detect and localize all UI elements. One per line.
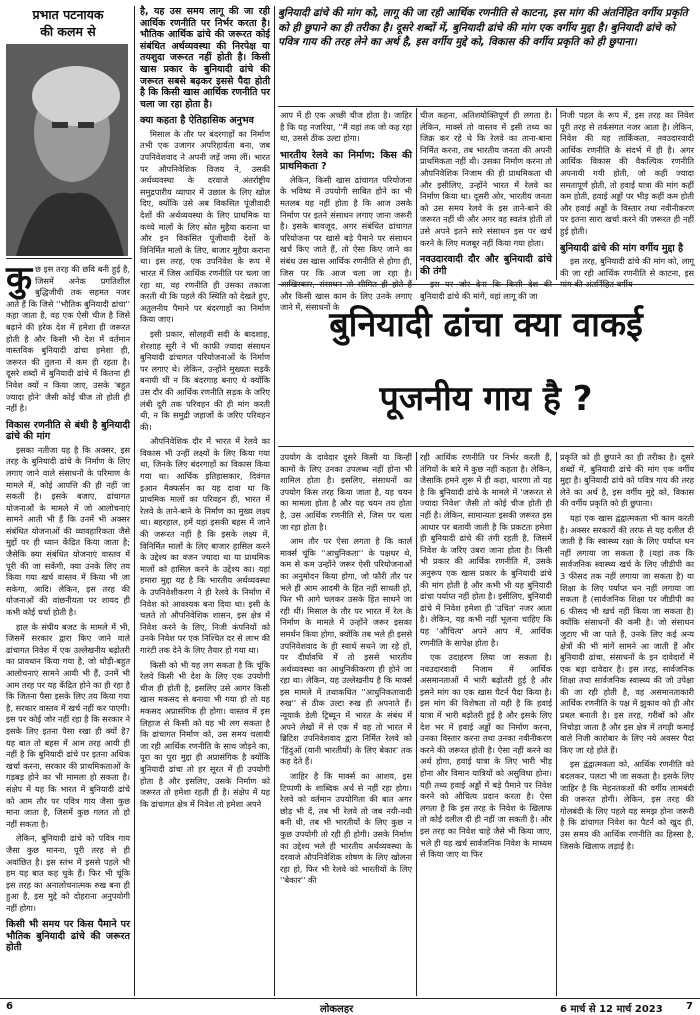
paragraph: उपयोग के दावेदार दूसरे किसी या किन्हीं कामों के लिए उनका उपलब्ध नहीं होना भी शामिल होता है। इसलिए, संसाधनों का उपयोग किस तरह किया जाता है, यह चयन का मामला होता है और यह चयन तय होता है, उस आर्थिक रणनीति से, जिस पर चला जा रहा होता है। <box>280 452 412 532</box>
paragraph: निजी पहल के रूप में, इस तरह का निवेश पूरी तरह से तर्कसंगत नजर आता है। लेकिन, निवेश की यह तार्किकता, नवउदारवादी आर्थिक रणनीति के संदर्भ में ही है। अगर आर्थिक विकास की वैकल्पिक रणनीति अपनायी गयी होती, जो कहीं ज्यादा समतापूर्ण होती, तो हवाई यात्रा की मांग कहीं कम होती, हवाई अड्डों पर भीड़ कहीं कम होती और हवाई अड्डों के विस्तार तथा नवीनीकरण पर इतना सारा खर्चा करने की जरूरत ही नहीं हुई होती। <box>560 110 694 236</box>
headline-line-1: बुनियादी ढांचा क्या वाकई <box>329 305 643 345</box>
paragraph: प्रकृति को ही छुपाने का ही तरीका है। दूसरे शब्दों में, बुनियादी ढांचे की मांग एक वर्गीय मुद्दा है। बुनियादी ढांचे को पवित्र गाय की तरह लेने का अर्थ है, इस वर्गीय मुद्दे को, विकास की वर्गीय प्रकृति को ही छुपाना। <box>560 452 694 509</box>
article-column-1 <box>6 259 130 996</box>
column-rule <box>134 6 135 996</box>
author-byline <box>6 6 130 40</box>
subheading: क्या कहता है ऐतिहासिक अनुभव <box>140 115 254 127</box>
column-rule <box>556 452 557 996</box>
intro-paragraph: छ इस तरह की छवि बनी हुई है, जिसमें अनेक प्रगतिशील बुद्धिजीवी तक सहमत नजर आते हैं कि जिसे ''भौतिक बुनियादी ढांचा'' कहा जाता है, वह एक ऐसी चीज है जिसे बढ़ाने की हरेक देश में हमेशा ही जरूरत होती है और किसी भी देश में वर्तमान वास्तविक बुनियादी ढांचा हमेशा ही, जरूरत की तुलना में कम ही रहता है। दूसरे शब्दों में बुनियादी ढांचे में कितना ही निवेश क्यों न किया जाए, उसके 'बहुत ज्यादा होने' जैसी कोई चीज तो होती ही नहीं है। <box>6 264 130 414</box>
paragraph: इस तरह, बुनियादी ढांचे की मांग को, लागू की जा रही आर्थिक रणनीति से काटना, इस मांग की अंतर्निहित वर्गीय <box>560 256 694 290</box>
divider <box>278 106 694 107</box>
divider <box>278 446 694 447</box>
column-rule <box>556 108 557 280</box>
paragraph: आम तौर पर ऐसा लगता है कि कार्ल मार्क्स चूंकि ''आधुनिकता'' के पक्षधर थे, कम से कम उन्होंने जरूर ऐसी परियोजनाओं का अनुमोदन किया होगा, जो फौरी तौर पर भले ही आम आदमी के हित नहीं साधती हों, फिर भी आगे चलकर उसके हित साधने जा रही थीं। मिसाल के तौर पर भारत में रेल के निर्माण के मामले में उन्होंने जरूर इसका समर्थन किया होगा, क्योंकि तब भले ही इससे उपनिवेशवाद के ही स्वार्थ सधने जा रहे हों, पर दीर्घावधि में तो इससे भारतीय अर्थव्यवस्था का आधुनिकीकरण ही होने जा रहा था। लेकिन, यह उल्लेखनीय है कि मार्क्स इस मामले में तथाकथित ''आधुनिकतावादी रुख'' से ठीक उल्टा रुख ही अपनाते हैं। न्यूयार्क डेली ट्रिब्यून में भारत के संबंध में अपने लेखों में से एक में वह तो भारत में ब्रिटिश उपनिवेशवाद द्वारा निर्मित रेलवे को 'हिंदुओं (यानी भारतीयों) के लिए बेकार' तक कह देते हैं। <box>280 536 412 767</box>
column-rule <box>274 6 275 996</box>
column-rule <box>416 108 417 280</box>
paragraph: चीज कहना, अतिशयोक्तिपूर्ण ही लगता है। लेकिन, मार्क्स तो वास्तव में इसी तथ्य का जिक्र कर रहे थे कि रेलवे का ताना-बाना निर्मित करना, तब भारतीय जनता की अपनी प्राथमिकता नहीं थी। उसका निर्माण करना तो औपनिवेशिक निजाम की ही प्राथमिकता थी और इसीलिए, उन्होंने भारत में रेलवे का निर्माण किया था। दूसरी ओर, भारतीय जनता को उस समय रेलवे के इस ताने-बाने की जरूरत नहीं थी और अगर वह स्वतंत्र होती तो उसे अपने इतने सारे संसाधन इस पर खर्च करने के लिए मजबूर नहीं किया गया होता। <box>420 110 552 248</box>
portrait-image <box>6 44 128 256</box>
headline-line-2: पूजनीय गाय है ? <box>379 379 593 419</box>
paragraph: इसका नतीजा यह है कि अक्सर, इस तरह के बुनियादी ढांचे के निर्माण के लिए लगाए जाने वाले संसाधनों के परिमाण के मामले में, कोई आपत्ति की ही नहीं जा सकती है। इसके बजाए, ढांचागत योजनाओं के मामले में जो आलोचनाएं सामने आती भी हैं कि उनमें भी अक्सर संबंधित योजनाओं की व्यावहारिकता जैसे मुद्दों पर ही ध्यान केंद्रित किया जाता है; जैसेकि क्या संबंधित योजनाएं वास्तव में पूरी की जा सकेंगी, क्या उनके लिए तय किया गया खर्च वास्तव में किया भी जा सकेगा, आदि। लेकिन, इस तरह की योजनाओं की वांछनीयता पर शायद ही कभी कोई चर्चा होती है। <box>6 444 130 618</box>
pull-quote: बुनियादी ढांचे की मांग को, लागू की जा रही आर्थिक रणनीति से काटना, इस मांग की अंतर्निहित वर्गीय प्रकृति को ही छुपाने का ही तरीका है। दूसरे शब्दों में, बुनियादी ढांचे की मांग एक वर्गीय मुद्दा है। बुनियादी ढांचे को पवित्र गाय की तरह लेने का अर्थ है, इस वर्गीय मुद्दे को, विकास की वर्गीय प्रकृति को ही छुपाना। <box>278 7 688 49</box>
article-column-4 <box>420 110 552 301</box>
subheading: विकास रणनीति से बंधी है बुनियादी ढांचे की मांग <box>6 419 130 443</box>
article-column-5 <box>560 110 694 290</box>
paragraph: किसी को भी यह लग सकता है कि चूंकि रेलवे किसी भी देश के लिए एक उपयोगी चीज ही होती है, इसलिए उसे आगर किसी खास मकसद से बनाया भी गया हो तो यह मकसद अप्रासंगिक ही होगा। वास्तव में इस लिहाज से किसी को यह भी लग सकता है कि ढांचागत निर्माण को, उस समय चलायी जा रही आर्थिक रणनीति के साथ जोड़ने का, पूरा का पूरा मुद्दा ही अप्रासंगिक है क्योंकि बुनियादी ढांचा तो हर सूरत में ही उपयोगी होता है और इसलिए, उसके निर्माण को जरूरत तो हमेशा रहती ही है। संक्षेप में यह कि ढांचागत क्षेत्र में निवेश तो हमेशा अपने <box>140 659 270 809</box>
paragraph: लेकिन, बुनियादी ढांचे को पवित्र गाय जैसा कुछ मानना, पूरी तरह से ही अवांछित है। इस स्तंभ में इससे पहले भी हम यह बात कह चुके हैं। फिर भी चूंकि इस तरह का अनालोचनात्मक रुख बना ही हुआ है, इस मुद्दे को दोहराना अनुपयोगी नहीं होगा। <box>6 833 130 913</box>
page-number-right: 7 <box>686 1001 693 1012</box>
subheading: भारतीय रेलवे का निर्माण: किस की प्राथमिकता ? <box>280 149 412 173</box>
paragraph: लेकिन, किसी खास ढांचागत परियोजना के भविष्य में उपयोगी साबित होने का भी मतलब यह नहीं होता है कि आज उसके निर्माण पर इतने संसाधन लगाए जाना जरूरी है। इसके बावजूद, अगर संबंधित ढांचागत परियोजना पर खासे बड़े पैमाने पर संसाधन खर्च किए जाते हैं, तो ऐसा किए जाने का संबंध उस खास आर्थिक रणनीति से होगा ही, जिस पर कि आज चला जा रहा है। आखिरकार, संसाधन तो सीमित ही होते हैं और किसी खास काम के लिए उनके लगाए जाने में, संसाधनों के <box>280 174 412 313</box>
paragraph: एक उदाहरण लिया जा सकता है। नवउदारवादी निजाम में आर्थिक असमानताओं में भारी बढ़ोतरी हुई है और इसने मांग का एक खास पैटर्न पैदा किया है। इस मांग की विशेषता तो यही है कि हवाई यात्रा में भारी बढ़ोतरी हुई है और इसके लिए देश भर में हवाई अड्डों का निर्माण करना, उनका विस्तार करना तथा उनका नवीनीकरण करने की जरूरत होती है। ऐसा नहीं करने का अर्थ होगा, हवाई यात्रा के लिए भारी भीड़ होना और विमान यात्रियों को असुविधा होना। यही तथ्य हवाई अड्डों में बड़े पैमाने पर निवेश करने को औचित्य प्रदान करता है। ऐसा लगता है कि इस तरह के निवेश के खिलाफ तो कोई दलील दी ही नहीं जा सकती है। और इस तरह का निवेश चाहे जैसे भी किया जाए, भले ही यह खर्च सार्वजनिक निवेश के माध्यम से किया जाए या फिर <box>420 652 552 860</box>
author-name: प्रभात पटनायक <box>32 7 104 22</box>
article-column-3-continued <box>280 452 412 996</box>
subheading: बुनियादी ढांचे की मांग वर्गीय मुद्दा है <box>560 242 684 254</box>
article-column-3 <box>280 110 412 313</box>
paragraph: इस पर जोर देना कि किसी देश की बुनियादी ढांचे की मांगें, वहां लागू की जा <box>420 279 552 301</box>
paragraph: इसी प्रकार, सोलहवीं सदी के बादशाह, शेरशाह सूरी ने भी काफी ज्यादा संसाधन बुनियादी ढांचागत परियोजनाओं के निर्माण पर लगाए थे। लेकिन, उन्होंने मुख्यतः सड़कें बनायी थीं न कि बंदरगाह बनाए थे क्योंकि उस दौर की आर्थिक रणनीति सड़क के जरिए लंबी दूरी तक परिवहन की ही मांग करती थी, न कि समुद्री जहाजों के जरिए परिवहन की। <box>140 328 270 432</box>
article-column-5-continued <box>560 452 694 996</box>
paragraph: आप में ही एक अच्छी चीज होता है। जाहिर है कि यह नजरिया, ''मैं यहां तक जो कह रहा था, उससे ठीक उल्टा होगा। <box>280 110 412 144</box>
issue-date: 6 मार्च से 12 मार्च 2023 <box>560 1004 663 1015</box>
article-column-4-continued <box>420 452 552 996</box>
paragraph: रही आर्थिक रणनीति पर निर्भर करती हैं, तंगियों के बारे में कुछ नहीं कहता है। लेकिन, जैसाकि हमने शुरू में ही कहा, धारणा तो यह है कि बुनियादी ढांचे के मामले में 'जरूरत से ज्यादा निवेश' जैसी तो कोई चीज होती ही नहीं है। लेकिन, सामान्यतः इसकी जरूरत इस आधार पर बतायी जाती है कि प्रकटतः हमेशा ही बुनियादी ढांचे की तंगी रहती है, जिसमें निवेश के जरिए उबरा जाना होता है। किसी भी प्रकार की आर्थिक रणनीति में, उसके अनुरूप एक खास प्रकार के बुनियादी ढांचे की मांग होती है और कभी भी यह बुनियादी ढांचा पर्याप्त नहीं होता है। इसीलिए, बुनियादी ढांचे में निवेश हमेशा ही 'उचित' नजर आता है। लेकिन, यह कभी नहीं भूलना चाहिए कि यह 'औचित्य' अपने आप में, आर्थिक रणनीति के सापेक्ष होता है। <box>420 452 552 648</box>
column-rule <box>416 452 417 996</box>
subheading: नवउदारवादी दौर और बुनियादी ढांचे की तंगी <box>420 254 552 277</box>
paragraph: हाल के संघीय बजट के मामले में भी, जिसमें सरकार द्वारा किए जाने वाले ढांचागत निवेश में एक उल्लेखनीय बढ़ोतरी का प्रावधान किया गया है, जो थोड़ी-बहुत आलोचनाएं सामने आयी भी हैं, उनमें भी आम तरह पर यह केंद्रित होने का ही रहा है कि जितना पैसा इसके लिए तय किया गया है, सरकार वास्तव में खर्च नहीं कर पाएगी। इस पर कोई जोर नहीं रहा है कि सरकार ने इसके लिए इतना पैसा रखा ही क्यों है? यह बात तो बहस में आम तरह आयी ही नहीं है कि बुनियादी ढांचे पर इतना अधिक खर्चा करना, सरकार की प्राथमिकताओं के गड़बड़ होने का भी मामला हो सकता है। संक्षेप में यह कि भारत में बुनियादी ढांचे को आम तौर पर पवित्र गाय जैसा कुछ माना जाता है, जिसमें कुछ गलत तो हो नहीं सकता है। <box>6 621 130 829</box>
paragraph: इस द्वंद्वात्मकता को, आर्थिक रणनीति को बदलकर, पलटा भी जा सकता है। इसके लिए जाहिर है कि मेहनतकशों की वर्गीय लामबंदी की जरूरत होगी। लेकिन, इस तरह की गोलबंदी के लिए पहले यह समझ होना जरूरी है कि ढांचागत निवेश का पैटर्न को खुद ही, उस समय की आर्थिक रणनीति का हिस्सा है, जिसके खिलाफ लड़ाई है। <box>560 759 694 851</box>
footer-rule <box>0 998 700 999</box>
paragraph: यहां एक खास द्वंद्वात्मकता भी काम करती है। अक्सर सरकारों की तरफ से यह दलील दी जाती है कि स्वास्थ्य रक्षा के लिए पर्याप्त धन नहीं लगाया जा सकता है (यहां तक कि सार्वजनिक स्वास्थ्य खर्च के लिए जीडीपी का 3 फीसद तक नहीं लगाया जा सकता है) या शिक्षा के लिए पर्याप्त धन नहीं लगाया जा सकता है (सार्वजनिक शिक्षा पर जीडीपी का 6 फीसद भी खर्च नहीं किया जा सकता है) क्योंकि संसाधनों की कमी है। जो संसाधन जुटाए भी जा पाते हैं, उनके लिए कई अन्य क्षेत्रों की भी मांगें सामने आ जाती हैं और बुनियादी ढांचा, संसाधनों के इन दावेदारों में एक बड़ा दावेदार है। इस तरह, सार्वजनिक शिक्षा तथा सार्वजनिक स्वास्थ्य की जो उपेक्षा की जा रही होती है, वह असमानताकारी आर्थिक रणनीति के पक्ष में झुकाव को ही और प्रबल बनाती है। इस तरह, गरीबों को और निचोड़ा जाता है और इस क्षेत्र में तगड़ी कमाई वाले निजी कारोबार के लिए नये अवसर पैदा किए जा रहे होते हैं। <box>560 512 694 755</box>
paragraph: जाहिर है कि मार्क्स का आशय, इस टिप्पणी के शाब्दिक अर्थ से नहीं रहा होगा। रेलवे को वर्तमान उपयोगिता की बात अगर छोड़ भी दें, तब भी रेलवे तो जब नयी-नयी बनी थी, तब भी भारतीयों के लिए कुछ न कुछ उपयोगी तो रही ही होगी। उसके निर्माण का उद्देश्य भले ही भारतीय अर्थव्यवस्था के दरवाजे औपनिवेशिक शोषण के लिए खोलना रहा हो, फिर भी रेलवे को भारतीयों के लिए ''बेकार'' की <box>280 771 412 886</box>
subheading: किसी भी समय पर किस पैमाने पर भौतिक बुनियादी ढांचे की जरूरत होती <box>6 919 130 954</box>
paragraph: औपनिवेशिक दौर में भारत में रेलवे का विकास भी उन्हीं लक्ष्यों के लिए किया गया था, जिनके लिए बंदरगाहों का विकास किया गया था। आर्थिक इतिहासकार, दिवंगत इआन मैक्फर्सन का यह दावा था कि प्राथमिक मालों का परिवहन ही, भारत में रेलवे के ताने-बाने के निर्माण का मुख्य लक्ष्य था। बहरहाल, हमें यहां इसकी बहस में जाने की जरूरत नहीं है कि इसके लक्ष्य में, विनिर्मित मालों के लिए बाजार हासिल करने के उद्देश्य का वजन ज्यादा था या प्राथमिक मालों को हासिल करने के उद्देश्य का। यहां हमारा मुद्दा यह है कि भारतीय अर्थव्यवस्था के उपनिवेशीकरण ने ही रेलवे के निर्माण में निवेश को आवश्यक बना दिया था। इसी के चलते तो औपनिवेशिक शासन, इस क्षेत्र में निवेश करने के लिए, निजी कंपनियों को उनके निवेश पर एक निश्चित दर से लाभ की गारंटी तक देने के लिए तैयार हो गया था। <box>140 436 270 655</box>
author-photo <box>6 44 128 256</box>
drop-cap: कु <box>6 259 33 299</box>
paragraph-lead: है, यह उस समय लागू की जा रही आर्थिक रणनीति पर निर्भर करता है। भौतिक आर्थिक ढांचे की जरूरत कोई संबंधित अर्थव्यवस्था की निरपेक्ष या तयशुदा जरूरत नहीं होती है। किसी खास प्रकार के बुनियादी ढांचे की जरूरत सबसे बढ़कर इससे पैदा होती है कि किसी खास आर्थिक रणनीति पर चला जा रहा होता है। <box>140 6 270 110</box>
page-number-left: 6 <box>6 1001 13 1012</box>
column-name: की कलम से <box>40 24 96 39</box>
publication-name: लोकलहर <box>320 1004 354 1015</box>
paragraph: मिसाल के तौर पर बंदरगाहों का निर्माण तभी एक उजागर अपरिहार्यता बना, जब उपनिवेशवाद ने अपनी जड़ें जमा लीं। भारत पर औपनिवेशिक विजय ने, उसकी अर्थव्यवस्था के दरवाजे अंतर्राष्ट्रीय समुद्रपारीय व्यापार में उछाल के लिए खोल दिए, क्योंकि उसे अब विकसित पूंजीवादी देशों की अर्थव्यवस्था के लिए प्राथमिक या कच्चे मालों के लिए स्रोत मुहैया कराना था और इन विकसित पूंजीवादी देशों के विनिर्मित मालों के लिए, बाजार मुहैया कराना था। इस तरह, एक उपनिवेश के रूप में भारत में जिस आर्थिक रणनीति पर चला जा रहा था, वह रणनीति ही उसका तकाजा करती थी कि पहले की स्थिति को देखते हुए, अतुलनीय पैमाने पर बंदरगाहों का निर्माण किया जाए। <box>140 128 270 325</box>
article-column-2 <box>140 6 270 996</box>
